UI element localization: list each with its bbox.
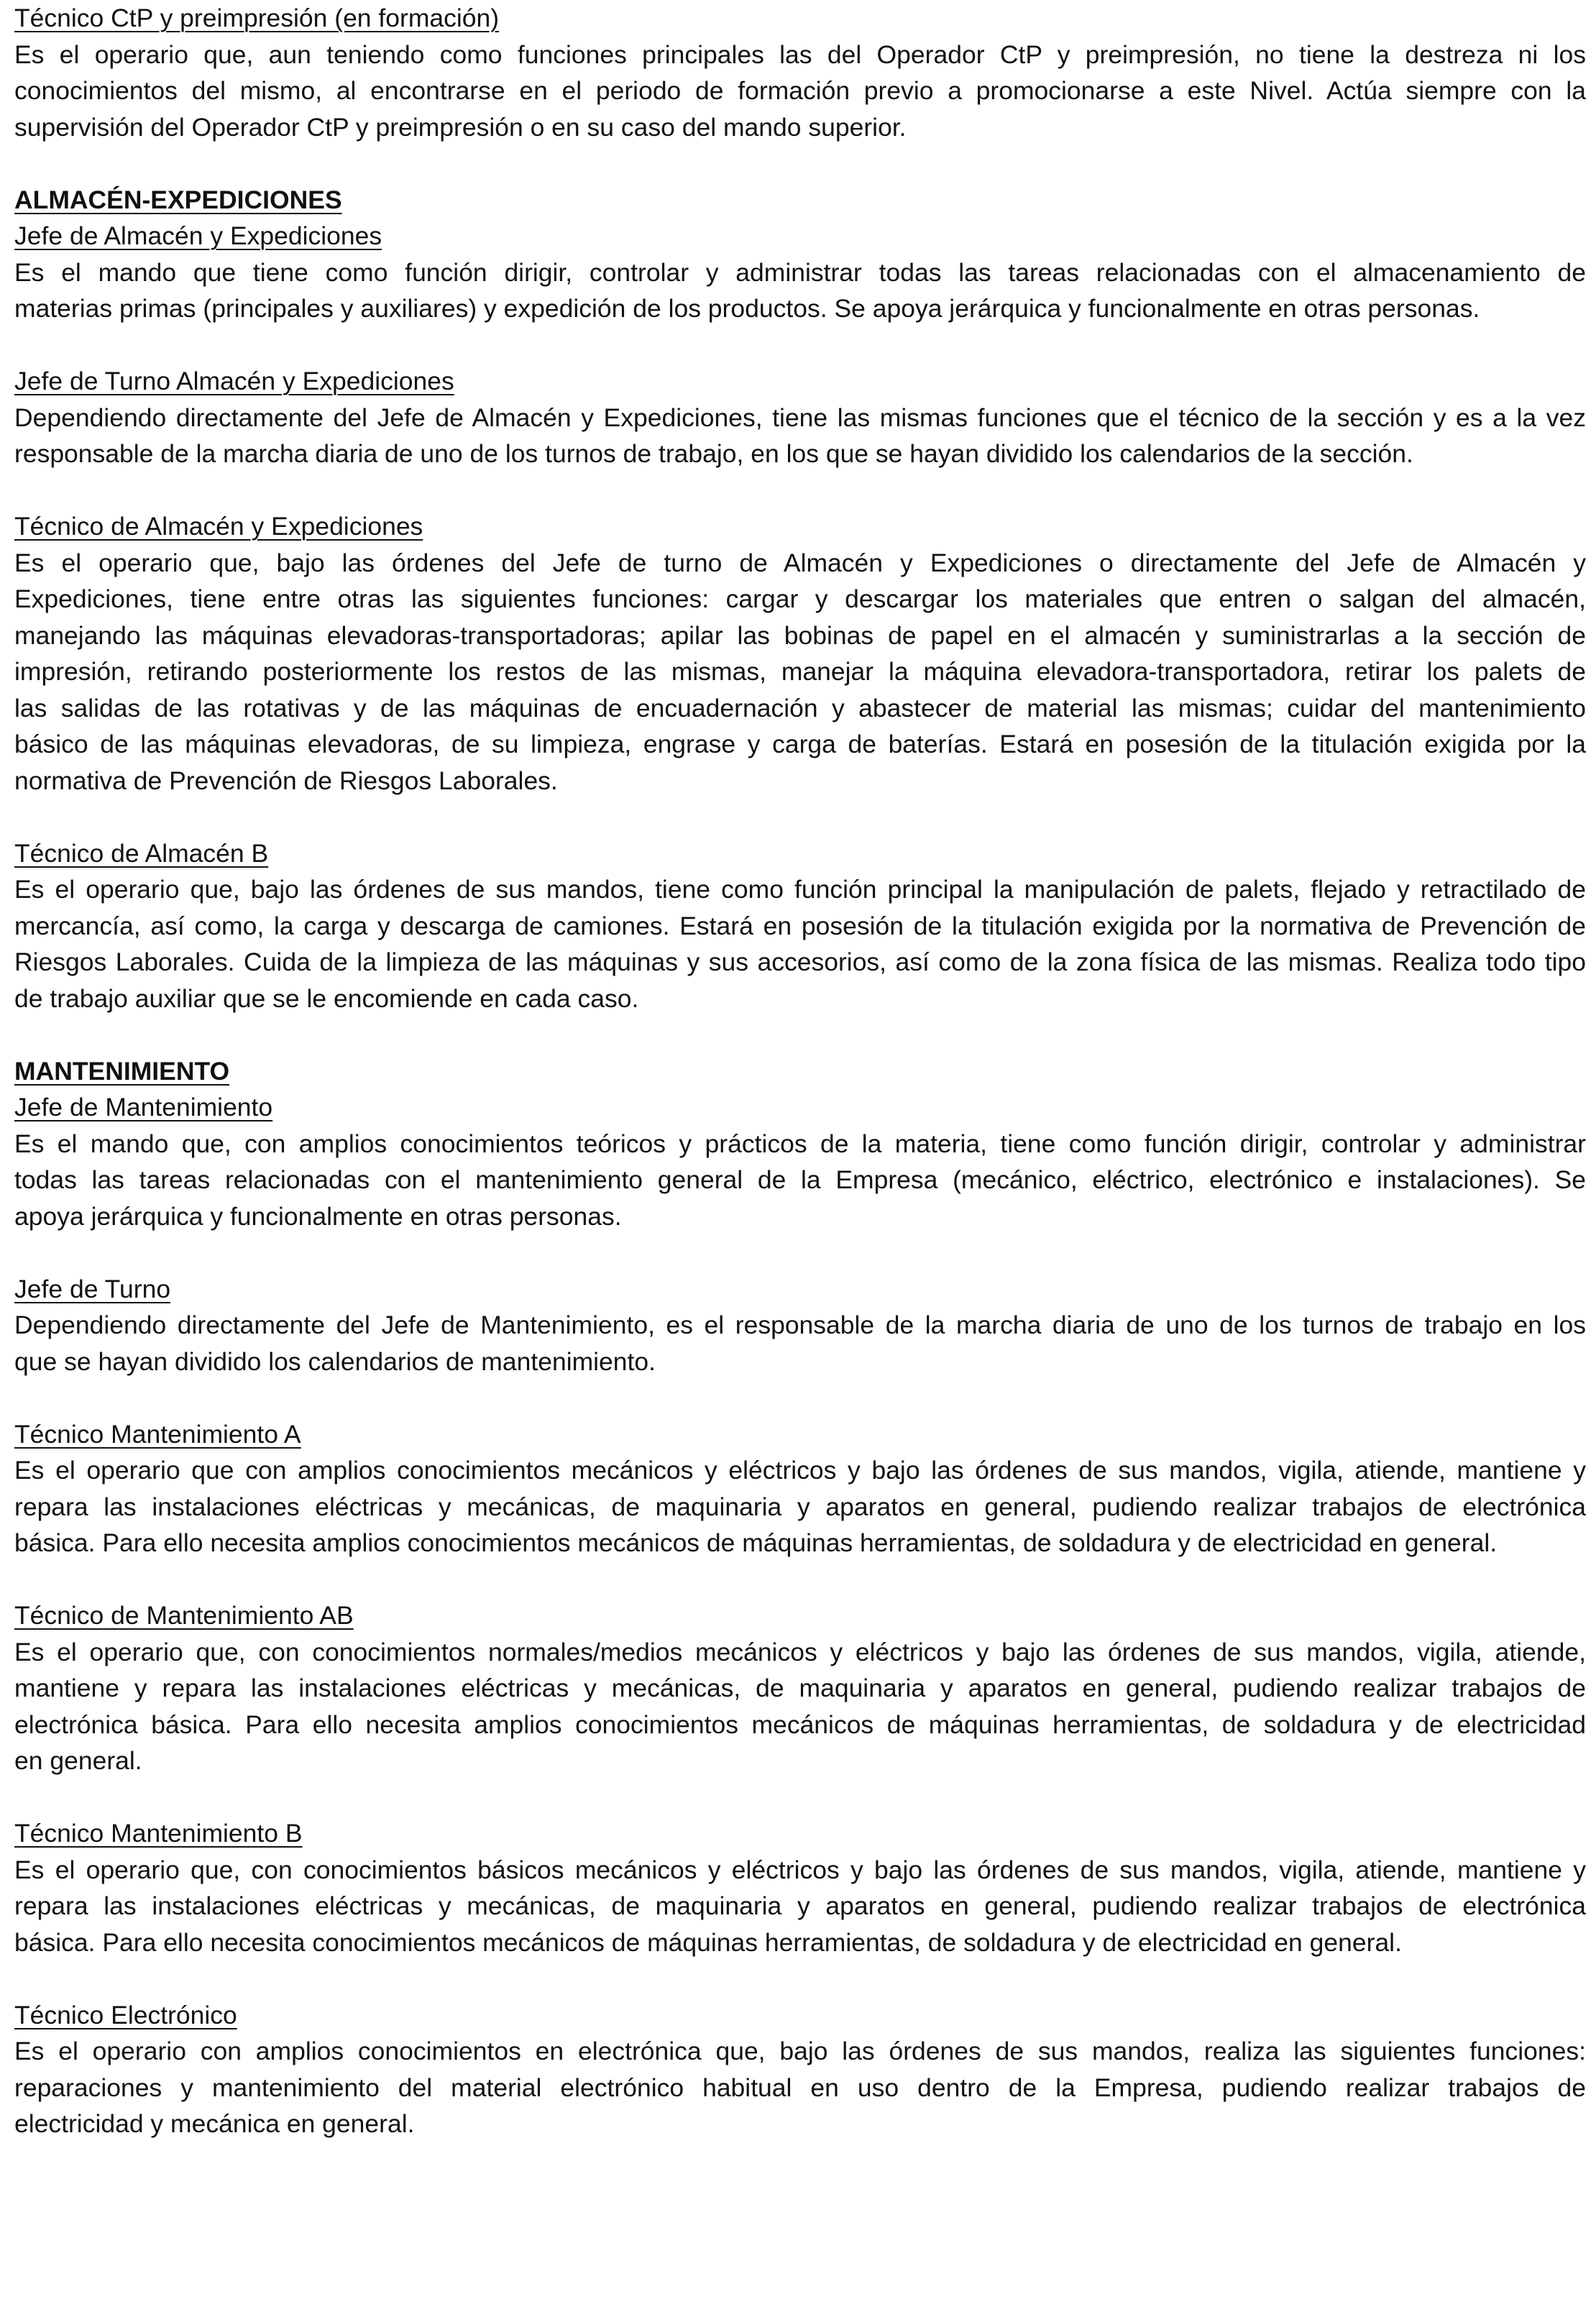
job-title: Jefe de Turno Almacén y Expediciones — [14, 367, 454, 395]
description-line: repara las instalaciones eléctricas y mecánicas, de maquinaria y aparatos en general, pudiendo realizar trabajos de electrónica — [14, 1492, 1586, 1521]
paragraph-gap — [14, 1380, 1586, 1416]
job-entry — [14, 1779, 1586, 1961]
description-line: básica. Para ello necesita conocimientos mecánicos de máquinas herramientas, de soldadura y de electricidad en general. — [14, 1927, 1402, 1957]
description-line: Dependiendo directamente del Jefe de Mantenimiento, es el responsable de la marcha diaria de uno de los turnos de trabajo en los — [14, 1311, 1586, 1339]
job-entry — [14, 1960, 1586, 2142]
description-line: electricidad y mecánica en general. — [14, 2109, 415, 2138]
job-entry — [14, 0, 1586, 145]
description-line: las salidas de las rotativas y de las máquinas de encuadernación y abastecer de material las mismas; cuidar del mantenimiento — [14, 693, 1586, 722]
job-title: Técnico Mantenimiento B — [14, 1819, 303, 1848]
paragraph-gap — [14, 1779, 1586, 1816]
paragraph-gap — [14, 472, 1586, 509]
section-heading: ALMACÉN-EXPEDICIONES — [14, 185, 342, 214]
job-title: Técnico de Mantenimiento AB — [14, 1601, 354, 1630]
description-line: básico de las máquinas elevadoras, de su limpieza, engrase y carga de baterías. Estará en posesión de la titulación exigida por la — [14, 730, 1586, 758]
job-title: Técnico Electrónico — [14, 2000, 237, 2029]
description-line: responsable de la marcha diaria de uno de los turnos de trabajo, en los que se hayan dividido los calendarios de la sección. — [14, 439, 1413, 468]
description-line: en general. — [14, 1746, 142, 1775]
paragraph-gap — [14, 145, 1586, 182]
section-heading: MANTENIMIENTO — [14, 1056, 230, 1086]
description-line: Expediciones, tiene entre otras las siguientes funciones: cargar y descargar los materiales que entren o salgan del almacén, — [14, 584, 1586, 613]
job-entry — [14, 1234, 1586, 1380]
paragraph-gap — [14, 1960, 1586, 1997]
description-line: Es el operario con amplios conocimientos en electrónica que, bajo las órdenes de sus mandos, realiza las siguientes funciones: — [14, 2037, 1586, 2065]
description-line: Es el mando que, con amplios conocimientos teóricos y prácticos de la materia, tiene como función dirigir, controlar y administrar — [14, 1129, 1586, 1158]
job-title: Técnico CtP y preimpresión (en formación) — [14, 4, 500, 32]
job-entry — [14, 327, 1586, 472]
paragraph-gap — [14, 327, 1586, 364]
paragraph-gap — [14, 799, 1586, 835]
description-line: supervisión del Operador CtP y preimpresión o en su caso del mando superior. — [14, 112, 907, 142]
job-entry — [14, 1380, 1586, 1561]
description-line: Es el operario que, con conocimientos básicos mecánicos y eléctricos y bajo las órdenes de sus mandos, vigila, atiende, mantiene y — [14, 1855, 1586, 1884]
description-line: mantiene y repara las instalaciones eléctricas y mecánicas, de maquinaria y aparatos en general, pudiendo realizar trabajos de — [14, 1674, 1586, 1702]
description-line: Dependiendo directamente del Jefe de Almacén y Expediciones, tiene las mismas funciones que el técnico de la sección y es a la vez — [14, 403, 1586, 432]
job-title: Técnico de Almacén y Expediciones — [14, 512, 423, 541]
job-entry — [14, 472, 1586, 799]
job-title: Jefe de Mantenimiento — [14, 1093, 273, 1121]
description-line: impresión, retirando posteriormente los restos de las mismas, manejar la máquina elevadora-transportadora, retirar los palets de — [14, 657, 1586, 686]
description-line: Es el operario que, con conocimientos normales/medios mecánicos y eléctricos y bajo las órdenes de sus mandos, vigila, atiende, — [14, 1637, 1586, 1666]
description-line: materias primas (principales y auxiliares) y expedición de los productos. Se apoya jerárquica y funcionalmente en otras personas. — [14, 294, 1480, 323]
description-line: electrónica básica. Para ello necesita amplios conocimientos mecánicos de máquinas herramientas, de soldadura y de electricidad — [14, 1710, 1586, 1739]
paragraph-gap — [14, 1017, 1586, 1053]
description-line: Es el operario que con amplios conocimientos mecánicos y eléctricos y bajo las órdenes de sus mandos, vigila, atiende, mantiene y — [14, 1456, 1586, 1485]
job-title: Técnico Mantenimiento A — [14, 1419, 301, 1449]
description-line: Es el operario que, bajo las órdenes de sus mandos, tiene como función principal la manipulación de palets, flejado y retractilado de — [14, 875, 1586, 904]
description-line: conocimientos del mismo, al encontrarse en el periodo de formación previo a promocionarse a este Nivel. Actúa siempre con la — [14, 76, 1586, 105]
job-entry — [14, 145, 1586, 327]
description-line: mercancía, así como, la carga y descarga de camiones. Estará en posesión de la titulación exigida por la normativa de Prevención de — [14, 911, 1586, 940]
job-entry — [14, 1561, 1586, 1779]
description-line: Es el operario que, aun teniendo como funciones principales las del Operador CtP y preimpresión, no tiene la destreza ni los — [14, 40, 1586, 69]
job-title: Técnico de Almacén B — [14, 838, 269, 868]
description-line: reparaciones y mantenimiento del material electrónico habitual en uso dentro de la Empresa, pudiendo realizar trabajos de — [14, 2073, 1586, 2102]
job-entry — [14, 799, 1586, 1017]
description-line: todas las tareas relacionadas con el mantenimiento general de la Empresa (mecánico, eléctrico, electrónico e instalaciones). Se — [14, 1165, 1586, 1194]
description-line: Es el operario que, bajo las órdenes del Jefe de turno de Almacén y Expediciones o directamente del Jefe de Almacén y — [14, 548, 1586, 577]
description-line: que se hayan dividido los calendarios de mantenimiento. — [14, 1347, 656, 1376]
description-line: apoya jerárquica y funcionalmente en otras personas. — [14, 1201, 622, 1231]
job-entry — [14, 1017, 1586, 1234]
paragraph-gap — [14, 1561, 1586, 1598]
description-line: de trabajo auxiliar que se le encomiende en cada caso. — [14, 983, 639, 1013]
description-line: Es el mando que tiene como función dirigir, controlar y administrar todas las tareas relacionadas con el almacenamiento de — [14, 257, 1586, 287]
description-line: repara las instalaciones eléctricas y mecánicas, de maquinaria y aparatos en general, pudiendo realizar trabajos de electrónica — [14, 1891, 1586, 1920]
document-page — [14, 0, 1586, 2142]
description-line: normativa de Prevención de Riesgos Laborales. — [14, 766, 558, 795]
description-line: manejando las máquinas elevadoras-transportadoras; apilar las bobinas de papel en el almacén y suministrarlas a la sección de — [14, 620, 1586, 650]
job-title: Jefe de Almacén y Expediciones — [14, 221, 382, 250]
description-line: básica. Para ello necesita amplios conocimientos mecánicos de máquinas herramientas, de soldadura y de electricidad en general. — [14, 1528, 1498, 1557]
description-line: Riesgos Laborales. Cuida de la limpieza de las máquinas y sus accesorios, así como de la zona física de las mismas. Realiza todo tipo — [14, 948, 1586, 976]
job-title: Jefe de Turno — [14, 1274, 171, 1303]
paragraph-gap — [14, 1234, 1586, 1271]
